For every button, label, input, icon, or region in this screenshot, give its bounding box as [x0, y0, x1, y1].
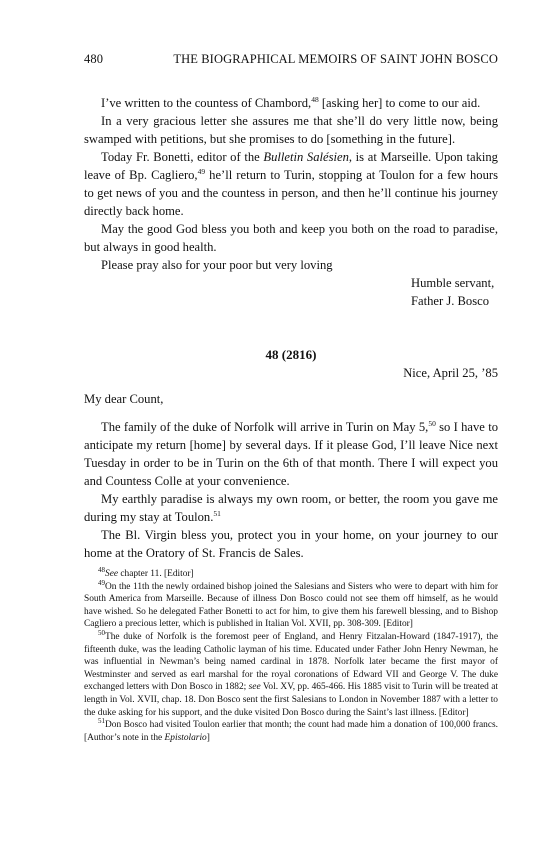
place-date: Nice, April 25, ’85 [403, 366, 498, 380]
paragraph [84, 148, 498, 220]
italic-text: Epistolario [164, 732, 207, 743]
text: The duke of Norfolk is the foremost peer of England, and Henry Fitzalan-Howard (1847-1917), the fifteenth duke, was the leading Catholic layman of his time. Educated under Father John Henry Newman, he was influential in Newman’s being named cardinal in 1878. Norfolk later became the first mayor of Westminster and served as earl marshal for the royal coronations of Edward VII and George V. The duke exchanged letters with Don Bosco in 1882; [84, 631, 498, 693]
letter-47-body [84, 94, 498, 562]
page-content [84, 52, 498, 562]
footnote-number: 50 [98, 628, 105, 637]
page-number: 480 [84, 52, 104, 66]
text: so I have to anticipate my return [home] by several days. If it please God, I’ll leave Nice next Tuesday in order to be in Turin on the 6th of that month. There I will expect you and Countess Colle at your convenience. [84, 420, 498, 488]
salutation: My dear Count, [84, 392, 164, 406]
text: Vol. XV, pp. 465-466. His 1885 visit to Turin will be treated at length in Vol. XVII, chap. 18. Don Bosco sent the first Salesians to London in November 1887 with a letter to the duke asking for his support, and the duke visited Don Bosco during the Saint’s last illness. [Editor] [84, 682, 498, 718]
paragraph: Please pray also for your poor but very loving [101, 258, 333, 272]
text: he’ll return to Turin, stopping at Toulon for a few hours to get news of you and the countess in person, and then he’ll continue his journey directly back home. [84, 168, 498, 218]
text: Today Fr. Bonetti, editor of the [101, 150, 264, 164]
text: The family of the duke of Norfolk will arrive in Turin on May 5, [101, 420, 429, 434]
italic-text: see [248, 682, 261, 693]
footnote-48 [84, 565, 498, 581]
footnote-51 [84, 719, 498, 744]
paragraph [84, 418, 498, 490]
text: , is at Marseille. Upon taking leave of Bp. Cagliero, [84, 150, 498, 182]
letter-number: 48 (2816) [265, 347, 317, 362]
footnote-ref: 51 [213, 508, 221, 518]
running-header [84, 52, 498, 72]
footnote-ref: 48 [311, 94, 319, 104]
footnote-ref: 49 [197, 166, 206, 176]
footnote-number: 48 [98, 565, 105, 574]
paragraph: The Bl. Virgin bless you, protect you in your home, on your journey to our home at the Oratory of St. Francis de Sales. [84, 528, 498, 560]
closing-line: Humble servant, [411, 276, 495, 290]
running-title: THE BIOGRAPHICAL MEMOIRS OF SAINT JOHN BOSCO [173, 52, 498, 66]
text: chapter 11. [Editor] [118, 569, 194, 579]
spacer [84, 408, 498, 418]
footnote-49 [84, 578, 498, 631]
footnote-ref: 50 [428, 418, 436, 428]
paragraph: May the good God bless you both and keep you both on the road to paradise, but always in good health. [84, 222, 498, 254]
footnote-number: 51 [98, 717, 105, 725]
footnote-number: 49 [98, 578, 105, 587]
italic-title: Bulletin Salésien [263, 150, 349, 164]
paragraph [84, 490, 498, 526]
text: My earthly paradise is always my own room, or better, the room you gave me during my stay at Toulon. [84, 492, 498, 524]
footnotes [84, 565, 498, 744]
italic-text: See [105, 569, 119, 579]
text: [asking her] to come to our aid. [318, 96, 481, 110]
signature: Father J. Bosco [411, 294, 490, 308]
footnote-50 [84, 628, 498, 719]
text: ] [206, 732, 210, 743]
text: Don Bosco had visited Toulon earlier that month; the count had made him a donation of 100,000 francs. [Author’s note in the [84, 720, 498, 743]
text: I’ve written to the countess of Chambord, [101, 96, 312, 110]
paragraph [84, 94, 498, 112]
paragraph: In a very gracious letter she assures me that she’ll do very little now, being swamped with petitions, but she promises to do [something in the future]. [84, 114, 498, 146]
text: On the 11th the newly ordained bishop joined the Salesians and Sisters who were to depart with him for South America from Marseille. Because of illness Don Bosco could not see them off himself, as he would have wished. So he delegated Father Bonetti to act for him, to give them his farewell blessing, and to Bishop Cagliero a precious letter, which is published in Italian Vol. XVII, pp. 308-309. [Editor] [84, 581, 498, 630]
